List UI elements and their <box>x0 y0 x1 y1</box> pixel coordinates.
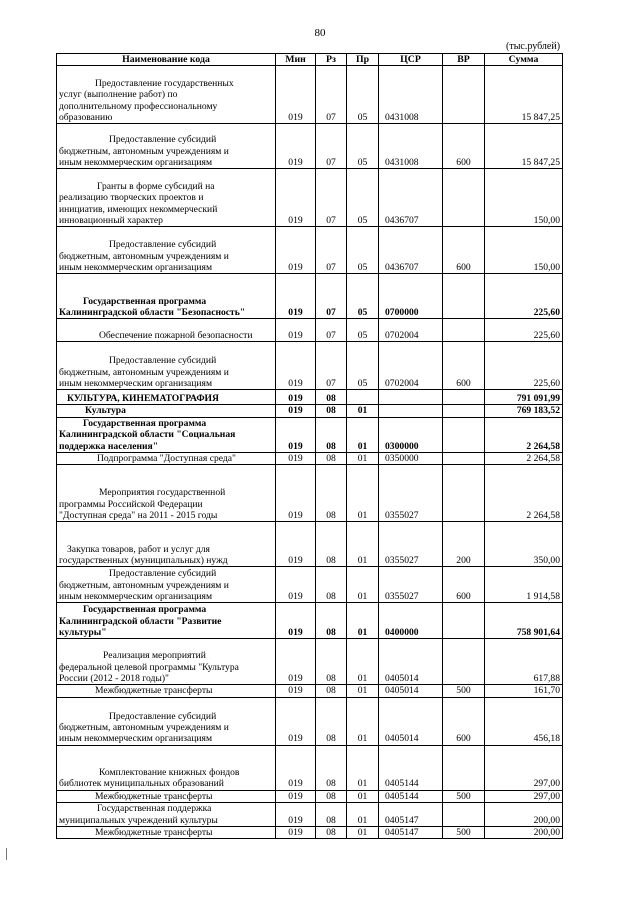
row-min: 019 <box>276 685 316 697</box>
row-pr: 05 <box>347 274 379 319</box>
row-pr: 01 <box>347 639 379 685</box>
row-min: 019 <box>276 169 316 227</box>
row-rz: 08 <box>316 803 347 827</box>
table-row <box>57 453 563 465</box>
row-csr: 0405147 <box>379 803 443 827</box>
row-name: Закупка товаров, работ и услуг для государственных (муниципальных) нужд <box>57 522 276 567</box>
table-row <box>57 685 563 697</box>
row-pr: 05 <box>347 169 379 227</box>
row-csr: 0431008 <box>379 66 443 124</box>
row-rz: 08 <box>316 639 347 685</box>
row-sum: 758 901,64 <box>485 603 563 639</box>
row-sum: 769 183,52 <box>485 405 563 417</box>
header-vr: ВР <box>443 54 485 66</box>
row-vr <box>443 405 485 417</box>
row-name: Подпрограмма "Доступная среда" <box>57 453 276 465</box>
budget-table <box>56 53 563 839</box>
table-row <box>57 522 563 567</box>
table-row <box>57 405 563 417</box>
row-pr: 01 <box>347 603 379 639</box>
row-rz: 08 <box>316 697 347 745</box>
row-pr: 01 <box>347 697 379 745</box>
row-sum: 2 264,58 <box>485 465 563 522</box>
row-sum: 1 914,58 <box>485 567 563 603</box>
row-name: Культура <box>57 405 276 417</box>
row-name: Межбюджетные трансферты <box>57 685 276 697</box>
table-row <box>57 697 563 745</box>
row-csr: 0436707 <box>379 227 443 274</box>
table-row <box>57 827 563 839</box>
table-body <box>57 66 563 839</box>
table-row <box>57 66 563 124</box>
row-name: Обеспечение пожарной безопасности <box>57 319 276 342</box>
row-rz: 08 <box>316 390 347 405</box>
row-csr: 0405014 <box>379 639 443 685</box>
row-min: 019 <box>276 745 316 790</box>
row-name: КУЛЬТУРА, КИНЕМАТОГРАФИЯ <box>57 390 276 405</box>
row-rz: 08 <box>316 685 347 697</box>
row-sum: 200,00 <box>485 803 563 827</box>
header-name: Наименование кода <box>57 54 276 66</box>
row-min: 019 <box>276 390 316 405</box>
row-vr: 500 <box>443 827 485 839</box>
row-rz: 08 <box>316 453 347 465</box>
row-min: 019 <box>276 697 316 745</box>
table-row <box>57 124 563 169</box>
row-min: 019 <box>276 827 316 839</box>
page-number: 80 <box>314 27 326 39</box>
header-pr: Пр <box>347 54 379 66</box>
table-row <box>57 390 563 405</box>
row-vr <box>443 319 485 342</box>
row-csr: 0350000 <box>379 453 443 465</box>
row-sum: 225,60 <box>485 342 563 390</box>
table-row <box>57 227 563 274</box>
row-rz: 07 <box>316 124 347 169</box>
row-vr: 200 <box>443 522 485 567</box>
row-vr <box>443 465 485 522</box>
header-sum: Сумма <box>485 54 563 66</box>
row-name: Государственная поддержка муниципальных учреждений культуры <box>57 803 276 827</box>
row-sum: 200,00 <box>485 827 563 839</box>
row-pr: 05 <box>347 319 379 342</box>
header-rz: Рз <box>316 54 347 66</box>
row-sum: 2 264,58 <box>485 453 563 465</box>
table-header-row <box>57 54 563 66</box>
row-min: 019 <box>276 319 316 342</box>
row-min: 019 <box>276 405 316 417</box>
row-csr <box>379 405 443 417</box>
row-name: Государственная программа Калининградской области "Безопасность" <box>57 274 276 319</box>
row-sum: 297,00 <box>485 745 563 790</box>
table-row <box>57 603 563 639</box>
row-csr: 0405144 <box>379 745 443 790</box>
row-vr: 600 <box>443 124 485 169</box>
row-csr: 0405144 <box>379 790 443 802</box>
table-row <box>57 639 563 685</box>
row-sum: 297,00 <box>485 790 563 802</box>
header-min: Мин <box>276 54 316 66</box>
row-csr: 0700000 <box>379 274 443 319</box>
row-pr: 01 <box>347 405 379 417</box>
row-csr: 0405014 <box>379 697 443 745</box>
table-row <box>57 274 563 319</box>
row-name: Гранты в форме субсидий на реализацию творческих проектов и инициатив, имеющих некоммерческий инновационный характер <box>57 169 276 227</box>
row-sum: 150,00 <box>485 169 563 227</box>
row-rz: 08 <box>316 790 347 802</box>
row-csr <box>379 390 443 405</box>
row-name: Предоставление государственных услуг (выполнение работ) по дополнительному профессиональному образованию <box>57 66 276 124</box>
row-pr: 01 <box>347 465 379 522</box>
row-csr: 0405147 <box>379 827 443 839</box>
row-rz: 07 <box>316 319 347 342</box>
row-min: 019 <box>276 522 316 567</box>
header-csr: ЦСР <box>379 54 443 66</box>
row-name: Комплектование книжных фондов библиотек муниципальных образований <box>57 745 276 790</box>
row-name: Предоставление субсидий бюджетным, автономным учреждениям и иным некоммерческим организациям <box>57 227 276 274</box>
table-row <box>57 319 563 342</box>
row-sum: 456,18 <box>485 697 563 745</box>
row-rz: 08 <box>316 745 347 790</box>
row-min: 019 <box>276 227 316 274</box>
row-min: 019 <box>276 66 316 124</box>
row-csr: 0436707 <box>379 169 443 227</box>
row-pr: 05 <box>347 66 379 124</box>
row-rz: 08 <box>316 567 347 603</box>
row-min: 019 <box>276 453 316 465</box>
row-sum: 225,60 <box>485 319 563 342</box>
row-pr: 01 <box>347 417 379 452</box>
row-rz: 07 <box>316 342 347 390</box>
row-pr: 01 <box>347 827 379 839</box>
row-vr <box>443 603 485 639</box>
table-row <box>57 417 563 452</box>
row-pr: 01 <box>347 803 379 827</box>
row-vr <box>443 453 485 465</box>
row-vr: 500 <box>443 685 485 697</box>
row-pr: 01 <box>347 745 379 790</box>
row-name: Мероприятия государственной программы Российской Федерации "Доступная среда" на 2011 - 2015 годы <box>57 465 276 522</box>
row-csr: 0355027 <box>379 567 443 603</box>
row-pr: 01 <box>347 790 379 802</box>
row-rz: 07 <box>316 227 347 274</box>
row-sum: 617,88 <box>485 639 563 685</box>
row-min: 019 <box>276 465 316 522</box>
row-vr <box>443 66 485 124</box>
row-vr: 600 <box>443 342 485 390</box>
row-rz: 08 <box>316 417 347 452</box>
row-sum: 150,00 <box>485 227 563 274</box>
row-rz: 08 <box>316 827 347 839</box>
row-rz: 07 <box>316 169 347 227</box>
row-rz: 08 <box>316 603 347 639</box>
table-row <box>57 745 563 790</box>
row-pr: 01 <box>347 685 379 697</box>
row-pr: 05 <box>347 124 379 169</box>
row-min: 019 <box>276 803 316 827</box>
row-vr <box>443 745 485 790</box>
row-rz: 08 <box>316 465 347 522</box>
row-pr: 01 <box>347 567 379 603</box>
row-sum: 161,70 <box>485 685 563 697</box>
row-csr: 0405014 <box>379 685 443 697</box>
row-sum: 791 091,99 <box>485 390 563 405</box>
table-row <box>57 567 563 603</box>
row-csr: 0355027 <box>379 465 443 522</box>
row-name: Государственная программа Калининградской области "Социальная поддержка населения" <box>57 417 276 452</box>
row-vr <box>443 417 485 452</box>
row-rz: 07 <box>316 274 347 319</box>
units-note: (тыс.рублей) <box>506 41 561 52</box>
row-sum: 225,60 <box>485 274 563 319</box>
table-row <box>57 790 563 802</box>
row-pr: 05 <box>347 342 379 390</box>
row-csr: 0702004 <box>379 342 443 390</box>
row-csr: 0300000 <box>379 417 443 452</box>
row-name: Реализация мероприятий федеральной целевой программы "Культура России (2012 - 2018 годы)" <box>57 639 276 685</box>
row-rz: 07 <box>316 66 347 124</box>
row-name: Предоставление субсидий бюджетным, автономным учреждениям и иным некоммерческим организациям <box>57 697 276 745</box>
row-min: 019 <box>276 124 316 169</box>
row-name: Межбюджетные трансферты <box>57 790 276 802</box>
table-row <box>57 803 563 827</box>
table-row <box>57 342 563 390</box>
row-csr: 0400000 <box>379 603 443 639</box>
scan-edge-mark <box>6 848 7 860</box>
row-min: 019 <box>276 790 316 802</box>
row-vr: 500 <box>443 790 485 802</box>
row-vr: 600 <box>443 567 485 603</box>
row-rz: 08 <box>316 522 347 567</box>
row-vr: 600 <box>443 227 485 274</box>
row-sum: 350,00 <box>485 522 563 567</box>
row-min: 019 <box>276 417 316 452</box>
row-vr <box>443 390 485 405</box>
row-name: Предоставление субсидий бюджетным, автономным учреждениям и иным некоммерческим организациям <box>57 124 276 169</box>
row-name: Межбюджетные трансферты <box>57 827 276 839</box>
row-min: 019 <box>276 639 316 685</box>
row-vr <box>443 803 485 827</box>
row-name: Государственная программа Калининградской области "Развитие культуры" <box>57 603 276 639</box>
row-csr: 0431008 <box>379 124 443 169</box>
table-row <box>57 465 563 522</box>
row-vr <box>443 169 485 227</box>
row-pr: 01 <box>347 453 379 465</box>
row-vr: 600 <box>443 697 485 745</box>
row-min: 019 <box>276 274 316 319</box>
row-name: Предоставление субсидий бюджетным, автономным учреждениям и иным некоммерческим организациям <box>57 567 276 603</box>
row-sum: 2 264,58 <box>485 417 563 452</box>
row-pr: 05 <box>347 227 379 274</box>
row-pr: 01 <box>347 522 379 567</box>
table-row <box>57 169 563 227</box>
row-csr: 0702004 <box>379 319 443 342</box>
row-sum: 15 847,25 <box>485 124 563 169</box>
row-min: 019 <box>276 567 316 603</box>
row-min: 019 <box>276 603 316 639</box>
row-vr <box>443 274 485 319</box>
row-pr <box>347 390 379 405</box>
row-sum: 15 847,25 <box>485 66 563 124</box>
row-min: 019 <box>276 342 316 390</box>
row-rz: 08 <box>316 405 347 417</box>
row-csr: 0355027 <box>379 522 443 567</box>
row-vr <box>443 639 485 685</box>
row-name: Предоставление субсидий бюджетным, автономным учреждениям и иным некоммерческим организациям <box>57 342 276 390</box>
